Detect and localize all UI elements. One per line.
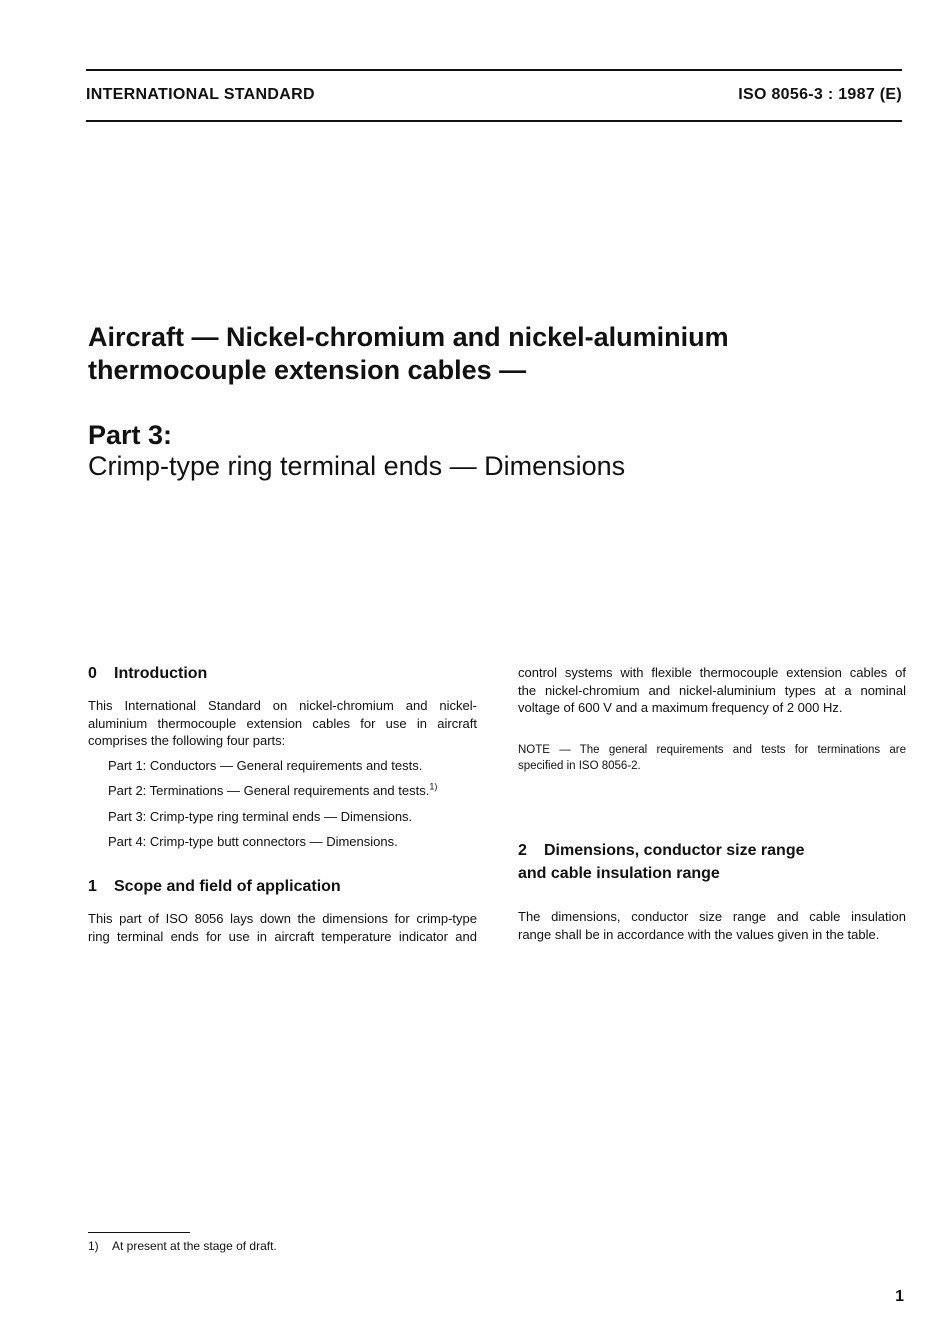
footnote-reference: 1) <box>429 781 438 792</box>
parts-list-item: Part 1: Conductors — General requirements and tests. <box>108 758 423 773</box>
text-line: control systems with flexible thermocouple extension cables of <box>518 665 906 680</box>
text-line: NOTE — The general requirements and tests for terminations are <box>518 744 906 756</box>
text-line: This part of ISO 8056 lays down the dimensions for crimp-type <box>88 911 477 926</box>
list-item-text: Part 2: Terminations — General requirements and tests. <box>108 783 430 798</box>
part-label: Part 3: <box>88 420 173 450</box>
footnote <box>88 1239 277 1253</box>
dimensions-paragraph <box>518 908 906 943</box>
section-number: 1 <box>88 878 97 895</box>
section-title: Introduction <box>114 665 208 682</box>
text-line: voltage of 600 V and a maximum frequency of 2 000 Hz. <box>518 700 843 715</box>
text-line: ring terminal ends for use in aircraft temperature indicator and <box>88 928 477 944</box>
section-number: 0 <box>88 665 97 682</box>
section-1-heading <box>88 878 341 896</box>
document-reference: ISO 8056-3 : 1987 (E) <box>738 86 902 103</box>
section-title: Dimensions, conductor size range <box>544 842 805 859</box>
page-number: 1 <box>895 1288 904 1305</box>
scope-continuation-paragraph <box>518 664 906 717</box>
note <box>518 742 906 774</box>
parts-list-item: Part 4: Crimp-type butt connectors — Dimensions. <box>108 834 398 849</box>
section-number: 2 <box>518 842 527 859</box>
text-line: the nickel-chromium and nickel-aluminium types at a nominal <box>518 682 906 698</box>
footnote-text: At present at the stage of draft. <box>112 1239 277 1253</box>
header-bottom-rule <box>86 120 902 122</box>
footnote-separator <box>88 1232 190 1233</box>
parts-list-item <box>108 782 437 799</box>
document-title-line-2: thermocouple extension cables — <box>88 355 527 385</box>
section-title: Scope and field of application <box>114 878 341 895</box>
parts-list-item: Part 3: Crimp-type ring terminal ends — Dimensions. <box>108 809 413 824</box>
text-line: comprises the following four parts: <box>88 733 286 748</box>
document-type-label: INTERNATIONAL STANDARD <box>86 86 315 103</box>
scope-paragraph <box>88 910 477 945</box>
introduction-paragraph <box>88 697 477 750</box>
section-2-heading <box>518 839 805 885</box>
document-title-line-1: Aircraft — Nickel-chromium and nickel-aluminium <box>88 322 729 352</box>
header-top-rule <box>86 69 902 71</box>
text-line: aluminium thermocouple extension cables for use in aircraft <box>88 715 477 731</box>
text-line: range shall be in accordance with the values given in the table. <box>518 926 880 942</box>
part-subtitle: Crimp-type ring terminal ends — Dimensions <box>88 451 626 481</box>
text-line: specified in ISO 8056-2. <box>518 760 641 772</box>
section-title-continued: and cable insulation range <box>518 865 720 882</box>
section-0-heading <box>88 665 207 683</box>
text-line: The dimensions, conductor size range and cable insulation <box>518 909 906 924</box>
footnote-marker: 1) <box>88 1239 99 1253</box>
text-line: This International Standard on nickel-chromium and nickel- <box>88 698 477 713</box>
